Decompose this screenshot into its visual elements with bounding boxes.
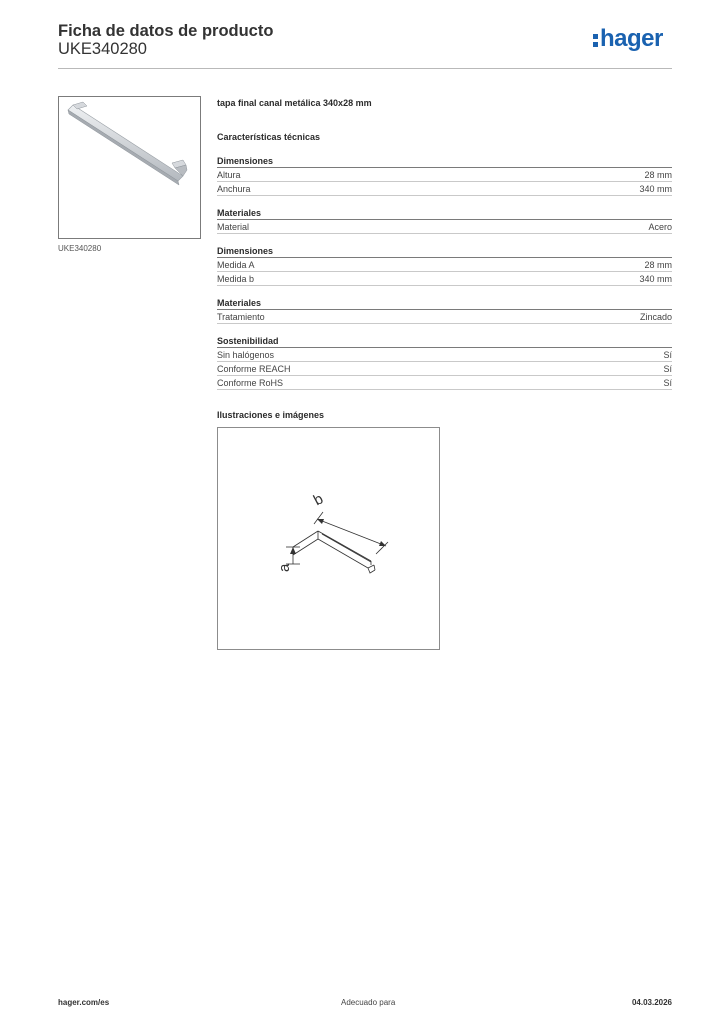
spec-label: Tratamiento (217, 312, 265, 322)
spec-row (217, 272, 672, 286)
header-divider (58, 68, 672, 69)
spec-value: 28 mm (644, 260, 672, 270)
thumbnail-caption: UKE340280 (58, 244, 102, 253)
footer-website: hager.com/es (58, 998, 110, 1007)
product-description: tapa final canal metálica 340x28 mm (217, 98, 372, 108)
spec-value: Sí (663, 378, 672, 388)
product-thumbnail (58, 96, 201, 239)
spec-label: Conforme REACH (217, 364, 291, 374)
illustrations-heading: Ilustraciones e imágenes (217, 410, 325, 420)
spec-value: Zincado (639, 312, 672, 322)
section-materials (217, 207, 672, 234)
spec-row (217, 258, 672, 272)
section-dimensions-2 (217, 245, 672, 286)
spec-row (217, 310, 672, 324)
section-title: Materiales (217, 207, 672, 220)
dimension-label-a: a (276, 563, 293, 572)
section-materials-2 (217, 297, 672, 324)
dimension-label-b: b (310, 490, 327, 510)
footer-center-text: Adecuado para (341, 998, 396, 1007)
spec-value: Acero (648, 222, 672, 232)
spec-value: Sí (663, 364, 672, 374)
spec-row (217, 376, 672, 390)
spec-label: Medida b (217, 274, 255, 284)
spec-row (217, 182, 672, 196)
section-title: Dimensiones (217, 155, 672, 168)
spec-value: 28 mm (644, 170, 672, 180)
spec-label: Anchura (217, 184, 251, 194)
product-code: UKE340280 (58, 40, 147, 58)
section-title: Sostenibilidad (217, 335, 672, 348)
logo-text: hager (600, 25, 663, 52)
page-title: Ficha de datos de producto (58, 22, 274, 40)
spec-row (217, 220, 672, 234)
section-title: Materiales (217, 297, 672, 310)
spec-label: Medida A (217, 260, 255, 270)
spec-row (217, 168, 672, 182)
dimension-drawing (217, 427, 440, 650)
spec-value: 340 mm (639, 274, 672, 284)
product-photo-icon (59, 97, 200, 238)
dimension-drawing-icon (218, 428, 439, 649)
spec-value: Sí (663, 350, 672, 360)
spec-label: Altura (217, 170, 241, 180)
spec-content (217, 96, 672, 650)
logo-dots-icon (593, 31, 598, 47)
spec-row (217, 362, 672, 376)
section-dimensions (217, 155, 672, 196)
footer-date: 04.03.2026 (631, 998, 672, 1007)
hager-logo (593, 27, 663, 51)
spec-label: Conforme RoHS (217, 378, 284, 388)
spec-row (217, 348, 672, 362)
spec-label: Sin halógenos (217, 350, 275, 360)
technical-heading: Características técnicas (217, 132, 321, 142)
section-title: Dimensiones (217, 245, 672, 258)
section-sustainability (217, 335, 672, 390)
spec-value: 340 mm (639, 184, 672, 194)
spec-label: Material (217, 222, 250, 232)
